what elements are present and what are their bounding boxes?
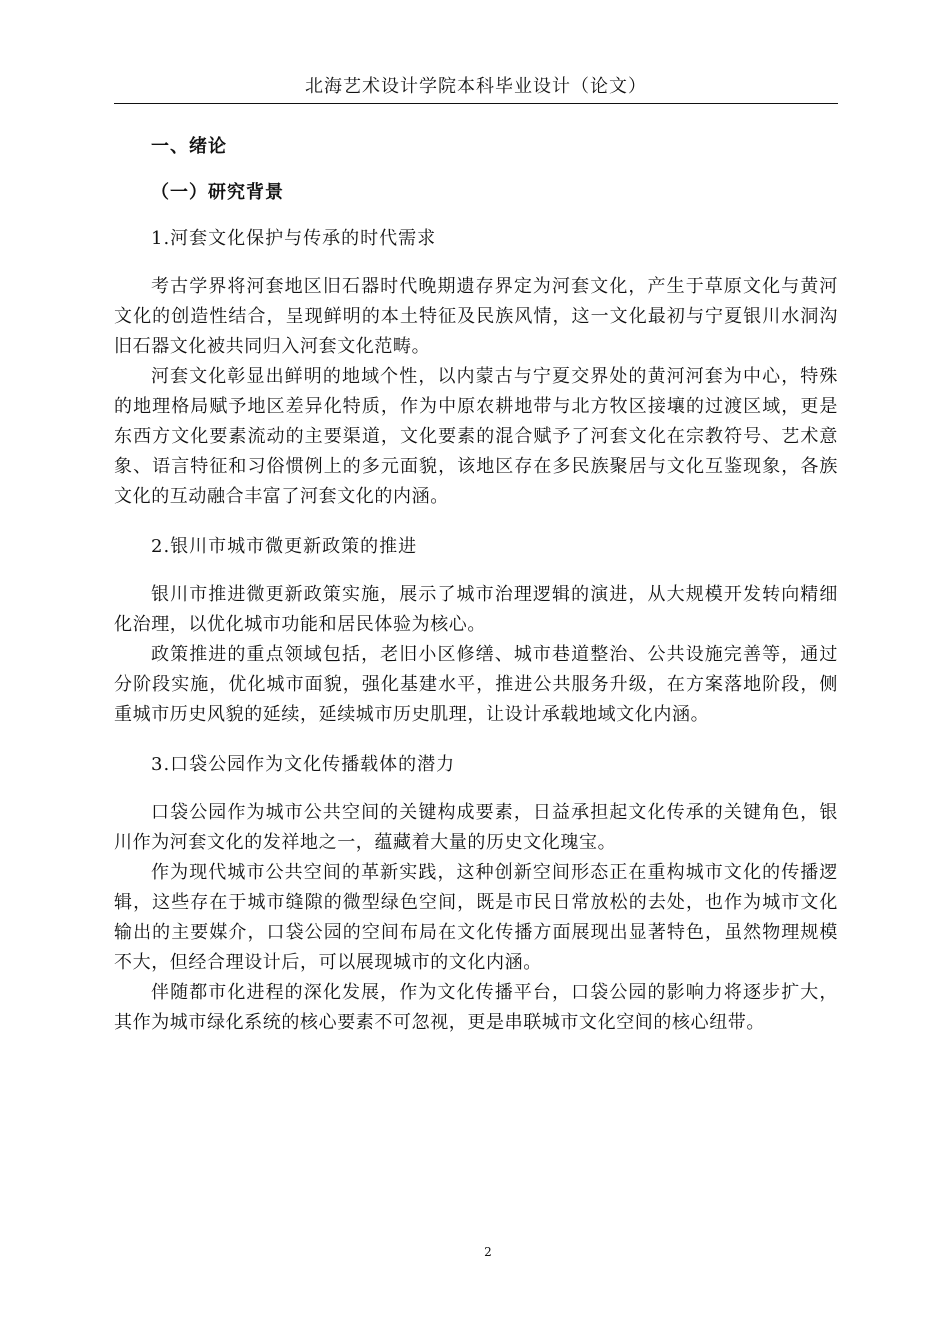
- paragraph: 作为现代城市公共空间的革新实践，这种创新空间形态正在重构城市文化的传播逻辑，这些存在于城市缝隙的微型绿色空间，既是市民日常放松的去处，也作为城市文化输出的主要媒介，口袋公园的空间布局在文化传播方面展现出显著特色，虽然物理规模不大，但经合理设计后，可以展现城市的文化内涵。: [114, 862, 838, 973]
- page-number: 2: [484, 1245, 492, 1259]
- section-title: 一、绪论: [151, 136, 227, 157]
- paragraph: 伴随都市化进程的深化发展，作为文化传播平台，口袋公园的影响力将逐步扩大，其作为城市绿化系统的核心要素不可忽视，更是串联城市文化空间的核心纽带。: [114, 982, 838, 1033]
- paragraph: 河套文化彰显出鲜明的地域个性，以内蒙古与宁夏交界处的黄河河套为中心，特殊的地理格局赋予地区差异化特质，作为中原农耕地带与北方牧区接壤的过渡区域，更是东西方文化要素流动的主要渠道，文化要素的混合赋予了河套文化在宗教符号、艺术意象、语言特征和习俗惯例上的多元面貌，该地区存在多民族聚居与文化互鉴现象，各族文化的互动融合丰富了河套文化的内涵。: [114, 366, 838, 507]
- part-heading-1: 1.河套文化保护与传承的时代需求: [151, 228, 437, 249]
- header-rule: [114, 103, 838, 104]
- part-heading-3: 3.口袋公园作为文化传播载体的潜力: [151, 754, 456, 775]
- running-header: 北海艺术设计学院本科毕业设计（论文）: [305, 76, 647, 97]
- paragraph: 政策推进的重点领域包括，老旧小区修缮、城市巷道整治、公共设施完善等，通过分阶段实施，优化城市面貌，强化基建水平，推进公共服务升级，在方案落地阶段，侧重城市历史风貌的延续，延续城市历史肌理，让设计承载地域文化内涵。: [114, 644, 838, 725]
- page-body: [114, 130, 838, 1038]
- paragraph: 考古学界将河套地区旧石器时代晚期遗存界定为河套文化，产生于草原文化与黄河文化的创造性结合，呈现鲜明的本土特征及民族风情，这一文化最初与宁夏银川水洞沟旧石器文化被共同归入河套文化范畴。: [114, 276, 838, 357]
- paragraph: 银川市推进微更新政策实施，展示了城市治理逻辑的演进，从大规模开发转向精细化治理，以优化城市功能和居民体验为核心。: [114, 584, 838, 635]
- part-heading-2: 2.银川市城市微更新政策的推进: [151, 536, 418, 557]
- subsection-title: （一）研究背景: [151, 182, 284, 203]
- paragraph: 口袋公园作为城市公共空间的关键构成要素，日益承担起文化传承的关键角色，银川作为河套文化的发祥地之一，蕴藏着大量的历史文化瑰宝。: [114, 802, 838, 853]
